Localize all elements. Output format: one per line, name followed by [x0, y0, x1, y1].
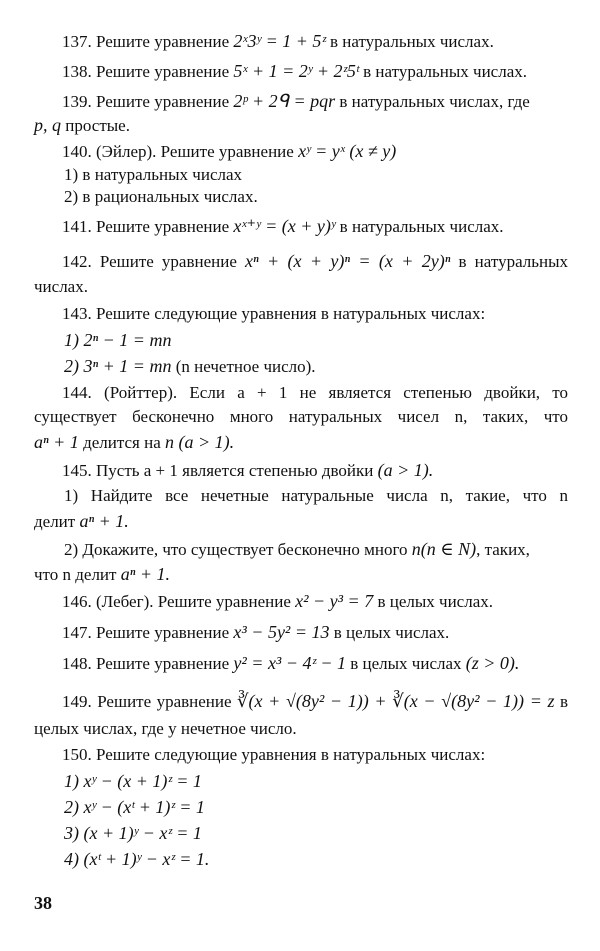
problem-number: 139.: [62, 92, 92, 111]
problem-144-line2: существует бесконечно много натуральных чисел n, таких, что: [34, 407, 568, 426]
problem-number: 148.: [62, 654, 92, 673]
problem-number: 138.: [62, 62, 92, 81]
problem-145: [34, 459, 596, 482]
problem-tail: в натуральных числах.: [329, 32, 494, 51]
equation: 2ˣ3ʸ = 1 + 5ᶻ: [233, 31, 326, 51]
problem-tail: в натуральных числах.: [363, 62, 527, 81]
problem-text: (Эйлер). Решите уравнение: [96, 142, 294, 161]
equation: xⁿ + (x + y)ⁿ = (x + 2y)ⁿ: [245, 251, 451, 271]
equation: aⁿ + 1.: [79, 511, 129, 531]
condition: n (a > 1).: [165, 432, 235, 452]
problem-text: Решите уравнение: [96, 62, 230, 81]
equation: y² = x³ − 4ᶻ − 1: [233, 653, 346, 673]
problem-number: 143.: [62, 304, 92, 323]
problem-tail: в целых числах.: [333, 623, 450, 642]
problem-number: 140.: [62, 142, 92, 161]
problem-text: (Лебег). Решите уравнение: [96, 592, 291, 611]
problem-150-item-2: 2) xʸ − (xᵗ + 1)ᶻ = 1: [64, 797, 205, 817]
problem-tail: в: [560, 692, 569, 711]
equation: xˣ⁺ʸ = (x + y)ʸ: [233, 216, 336, 236]
problem-144-line3: [34, 431, 568, 454]
problem-150: [34, 744, 596, 766]
problem-number: 149.: [62, 692, 92, 711]
problem-number: 144.: [62, 383, 92, 402]
problem-139: [34, 90, 596, 113]
problem-text: Пусть a + 1 является степенью двойки: [96, 461, 374, 480]
problem-tail: простые.: [65, 116, 130, 135]
equation: xʸ = yˣ (x ≠ y): [298, 141, 397, 161]
problem-145-item-1-line2: [34, 510, 568, 533]
problem-text: 2) Докажите, что существует бесконечно много: [64, 540, 408, 559]
radical-equation: ∛(x + √(8y² − 1)) + ∛(x − √(8y² − 1)) = z: [237, 691, 555, 711]
problem-text: делит: [34, 512, 76, 531]
problem-149: [34, 690, 568, 713]
equation: 2) 3ⁿ + 1 = mn: [64, 356, 172, 376]
problem-text: Решите уравнение: [96, 32, 230, 51]
note: (n нечетное число).: [175, 357, 316, 376]
problem-text: Решите следующие уравнения в натуральных числах:: [96, 745, 486, 764]
equation: n(n ∈ N): [411, 539, 477, 559]
problem-number: 142.: [62, 252, 92, 271]
problem-text: (Ройттер). Если a + 1 не является степенью двойки, то: [104, 383, 569, 402]
problem-138: [34, 60, 596, 83]
problem-text: Решите уравнение: [97, 692, 232, 711]
problem-148: [34, 652, 596, 675]
condition: (a > 1).: [377, 460, 434, 480]
problem-text: Решите уравнение: [99, 252, 237, 271]
equation: aⁿ + 1: [34, 432, 79, 452]
problem-141: [34, 215, 596, 238]
problem-140-item-2: 2) в рациональных числах.: [64, 187, 258, 206]
problem-140: [34, 140, 596, 163]
problem-text: Решите уравнение: [96, 623, 230, 642]
problem-text: что n делит: [34, 565, 117, 584]
problem-number: 145.: [62, 461, 92, 480]
problem-text: Решите уравнение: [96, 92, 230, 111]
problem-tail: в целых числах.: [377, 592, 493, 611]
problem-142: [34, 250, 568, 273]
problem-143: [34, 303, 596, 325]
problem-147: [34, 621, 596, 644]
problem-143-item-1: 1) 2ⁿ − 1 = mn: [64, 330, 172, 350]
problem-number: 141.: [62, 217, 92, 236]
problem-text: делится на: [83, 433, 161, 452]
problem-144: [34, 382, 568, 404]
condition: (z > 0).: [465, 653, 520, 673]
problem-150-item-1: 1) xʸ − (x + 1)ᶻ = 1: [64, 771, 202, 791]
problem-145-item-2: [34, 538, 598, 561]
equation: 2ᵖ + 2ᑫ = pqr: [233, 91, 336, 111]
equation: x² − y³ = 7: [295, 591, 374, 611]
problem-139-line2: [34, 114, 568, 137]
problem-text: Решите уравнение: [96, 654, 230, 673]
problem-145-item-2-line2: [34, 563, 568, 586]
problem-149-line2: целых числах, где y нечетное число.: [34, 719, 297, 738]
problem-text: Решите следующие уравнения в натуральных числах:: [96, 304, 486, 323]
equation: aⁿ + 1.: [120, 564, 171, 584]
problem-text: Решите уравнение: [96, 217, 230, 236]
problem-number: 150.: [62, 745, 92, 764]
problem-tail: , таких,: [476, 540, 530, 559]
problem-146: [34, 590, 596, 613]
problem-tail: в натуральных: [458, 252, 569, 271]
problem-number: 146.: [62, 592, 92, 611]
page-number: 38: [34, 893, 52, 913]
problem-tail: в натуральных числах.: [339, 217, 504, 236]
problem-number: 147.: [62, 623, 92, 642]
equation: 5ˣ + 1 = 2ʸ + 2ᶻ5ᵗ: [233, 61, 359, 81]
problem-150-item-3: 3) (x + 1)ʸ − xᶻ = 1: [64, 823, 202, 843]
problem-150-item-4: 4) (xᵗ + 1)ʸ − xᶻ = 1.: [64, 849, 210, 869]
problem-142-line2: числах.: [34, 277, 88, 296]
problem-145-item-1: 1) Найдите все нечетные натуральные числа n, такие, что n: [64, 486, 568, 505]
problem-137: [34, 30, 596, 53]
problem-143-item-2: [34, 355, 598, 378]
equation: x³ − 5y² = 13: [233, 622, 330, 642]
problem-number: 137.: [62, 32, 92, 51]
problem-tail: в натуральных числах, где: [339, 92, 530, 111]
problem-140-item-1: 1) в натуральных числах: [64, 165, 243, 184]
variables: p, q: [34, 115, 61, 135]
problem-tail: в целых числах: [350, 654, 462, 673]
